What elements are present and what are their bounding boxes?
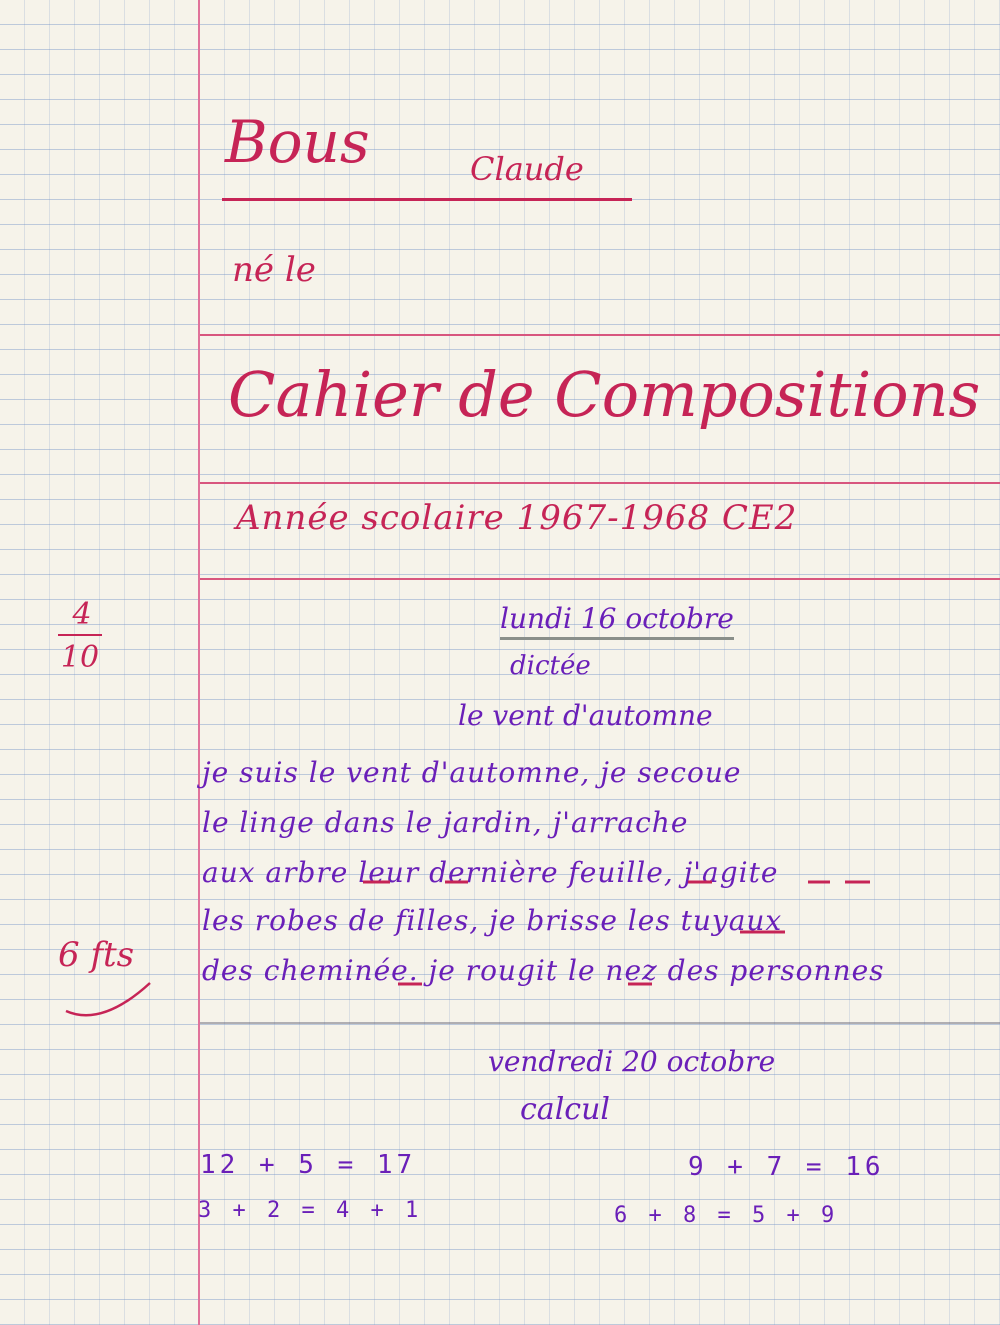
- dictation-label: dictée: [510, 651, 591, 681]
- school-year: Année scolaire 1967-1968 CE2: [236, 498, 798, 538]
- calculation-label: calcul: [520, 1092, 610, 1127]
- errors-note: 6 fts: [58, 935, 135, 975]
- margin-line: [198, 0, 200, 1325]
- errors-flourish: [62, 975, 162, 1025]
- divider-rule: [200, 578, 1000, 580]
- divider-rule: [200, 334, 1000, 336]
- notebook-title: Cahier de Compositions: [228, 358, 981, 431]
- dictation-line: aux arbre leur dernière feuille, j'agite: [202, 856, 779, 889]
- calculation-operation: 9 + 7 = 16: [688, 1152, 885, 1182]
- correction-marks: [200, 870, 1000, 1000]
- calculation-date: vendredi 20 octobre: [488, 1045, 776, 1078]
- grade-fraction-bar: [58, 634, 102, 636]
- dictation-line: le linge dans le jardin, j'arrache: [202, 806, 689, 839]
- student-first-name: Claude: [470, 150, 584, 188]
- dictation-title: le vent d'automne: [458, 699, 713, 732]
- student-surname: Bous: [225, 108, 370, 176]
- dictation-line: des cheminée. je rougit le nez des personnes: [202, 954, 885, 987]
- born-label: né le: [232, 250, 316, 290]
- calculation-operation: 3 + 2 = 4 + 1: [198, 1198, 423, 1223]
- grade-denominator: 10: [60, 640, 100, 675]
- name-underline: [222, 198, 632, 201]
- dictation-line: les robes de filles, je brisse les tuyaux: [202, 904, 783, 937]
- calculation-operation: 6 + 8 = 5 + 9: [614, 1203, 839, 1228]
- section-divider: [200, 1022, 1000, 1024]
- grade-numerator: 4: [72, 597, 92, 632]
- calculation-operation: 12 + 5 = 17: [200, 1150, 417, 1180]
- dictation-date: lundi 16 octobre: [500, 602, 734, 640]
- divider-rule: [200, 482, 1000, 484]
- dictation-line: je suis le vent d'automne, je secoue: [202, 756, 742, 789]
